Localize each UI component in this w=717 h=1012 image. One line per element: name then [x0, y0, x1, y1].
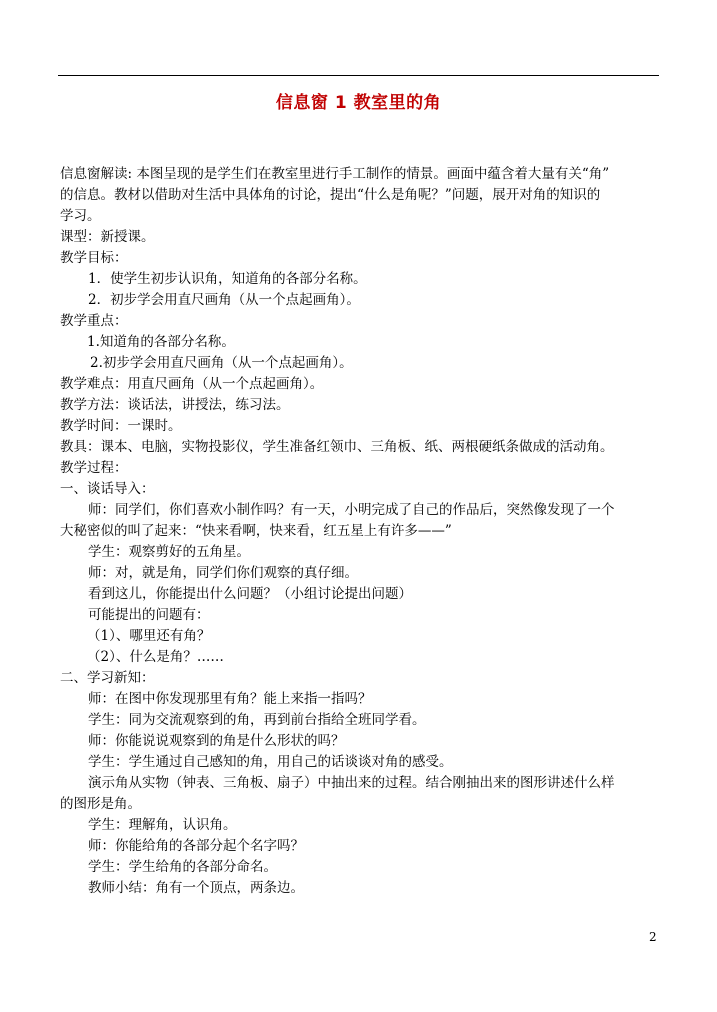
- paragraph-line: 教学难点：用直尺画角（从一个点起画角）。: [60, 376, 324, 392]
- paragraph-line: 大秘密似的叫了起来：“快来看啊，快来看，红五星上有许多——”: [60, 523, 452, 539]
- list-item: 2.初步学会用直尺画角（从一个点起画角）。: [90, 355, 353, 371]
- paragraph-line: 教具：课本、电脑，实物投影仪，学生准备红领巾、三角板、纸、两根硬纸条做成的活动角。: [60, 439, 614, 455]
- list-item: （2）、什么是角？……: [87, 649, 224, 665]
- list-item: （1）、哪里还有角？: [87, 628, 211, 644]
- paragraph-line: 演示角从实物（钟表、三角板、扇子）中抽出来的过程。结合刚抽出来的图形讲述什么样: [88, 775, 615, 791]
- section-heading: 二、学习新知：: [60, 670, 155, 686]
- section-heading: 教学重点：: [60, 313, 128, 329]
- list-item: 1．使学生初步认识角，知道角的各部分名称。: [88, 271, 367, 287]
- paragraph-line: 师：同学们，你们喜欢小制作吗？有一天，小明完成了自己的作品后，突然像发现了一个: [88, 502, 615, 518]
- paragraph-line: 看到这儿，你能提出什么问题？（小组讨论提出问题）: [88, 586, 412, 602]
- paragraph-line: 学习。: [60, 208, 101, 224]
- header-rule: [58, 75, 659, 76]
- paragraph-line: 师：你能说说观察到的角是什么形状的吗？: [88, 733, 345, 749]
- paragraph-line: 教学时间：一课时。: [60, 418, 182, 434]
- paragraph-line: 教师小结：角有一个顶点，两条边。: [88, 880, 304, 896]
- page-number: 2: [649, 930, 657, 944]
- document-body: [60, 164, 660, 899]
- list-item: 1.知道角的各部分名称。: [87, 334, 235, 350]
- list-item: 2．初步学会用直尺画角（从一个点起画角）。: [88, 292, 360, 308]
- section-heading: 教学目标：: [60, 250, 128, 266]
- paragraph-line: 师：在图中你发现那里有角？能上来指一指吗？: [88, 691, 372, 707]
- paragraph-line: 师：对，就是角，同学们你们观察的真仔细。: [88, 565, 358, 581]
- paragraph-line: 学生：学生通过自己感知的角，用自己的话谈谈对角的感受。: [88, 754, 453, 770]
- paragraph-line: 教学方法：谈话法，讲授法，练习法。: [60, 397, 290, 413]
- paragraph-line: 学生：理解角，认识角。: [88, 817, 237, 833]
- paragraph-line: 师：你能给角的各部分起个名字吗？: [88, 838, 304, 854]
- paragraph-line: 的图形是角。: [60, 796, 141, 812]
- paragraph-line: 信息窗解读: 本图呈现的是学生们在教室里进行手工制作的情景。画面中蕴含着大量有关“角”: [60, 166, 610, 182]
- paragraph-line: 的信息。教材以借助对生活中具体角的讨论，提出“什么是角呢？”问题，展开对角的知识的: [60, 187, 601, 203]
- paragraph-line: 学生：学生给角的各部分命名。: [88, 859, 277, 875]
- paragraph-line: 可能提出的问题有：: [88, 607, 210, 623]
- paragraph-line: 学生：观察剪好的五角星。: [88, 544, 250, 560]
- paragraph-line: 学生：同为交流观察到的角，再到前台指给全班同学看。: [88, 712, 426, 728]
- section-heading: 一、谈话导入：: [60, 481, 155, 497]
- section-heading: 教学过程：: [60, 460, 128, 476]
- lesson-type: 课型：新授课。: [60, 229, 155, 245]
- page-title: 信息窗 1 教室里的角: [275, 93, 442, 113]
